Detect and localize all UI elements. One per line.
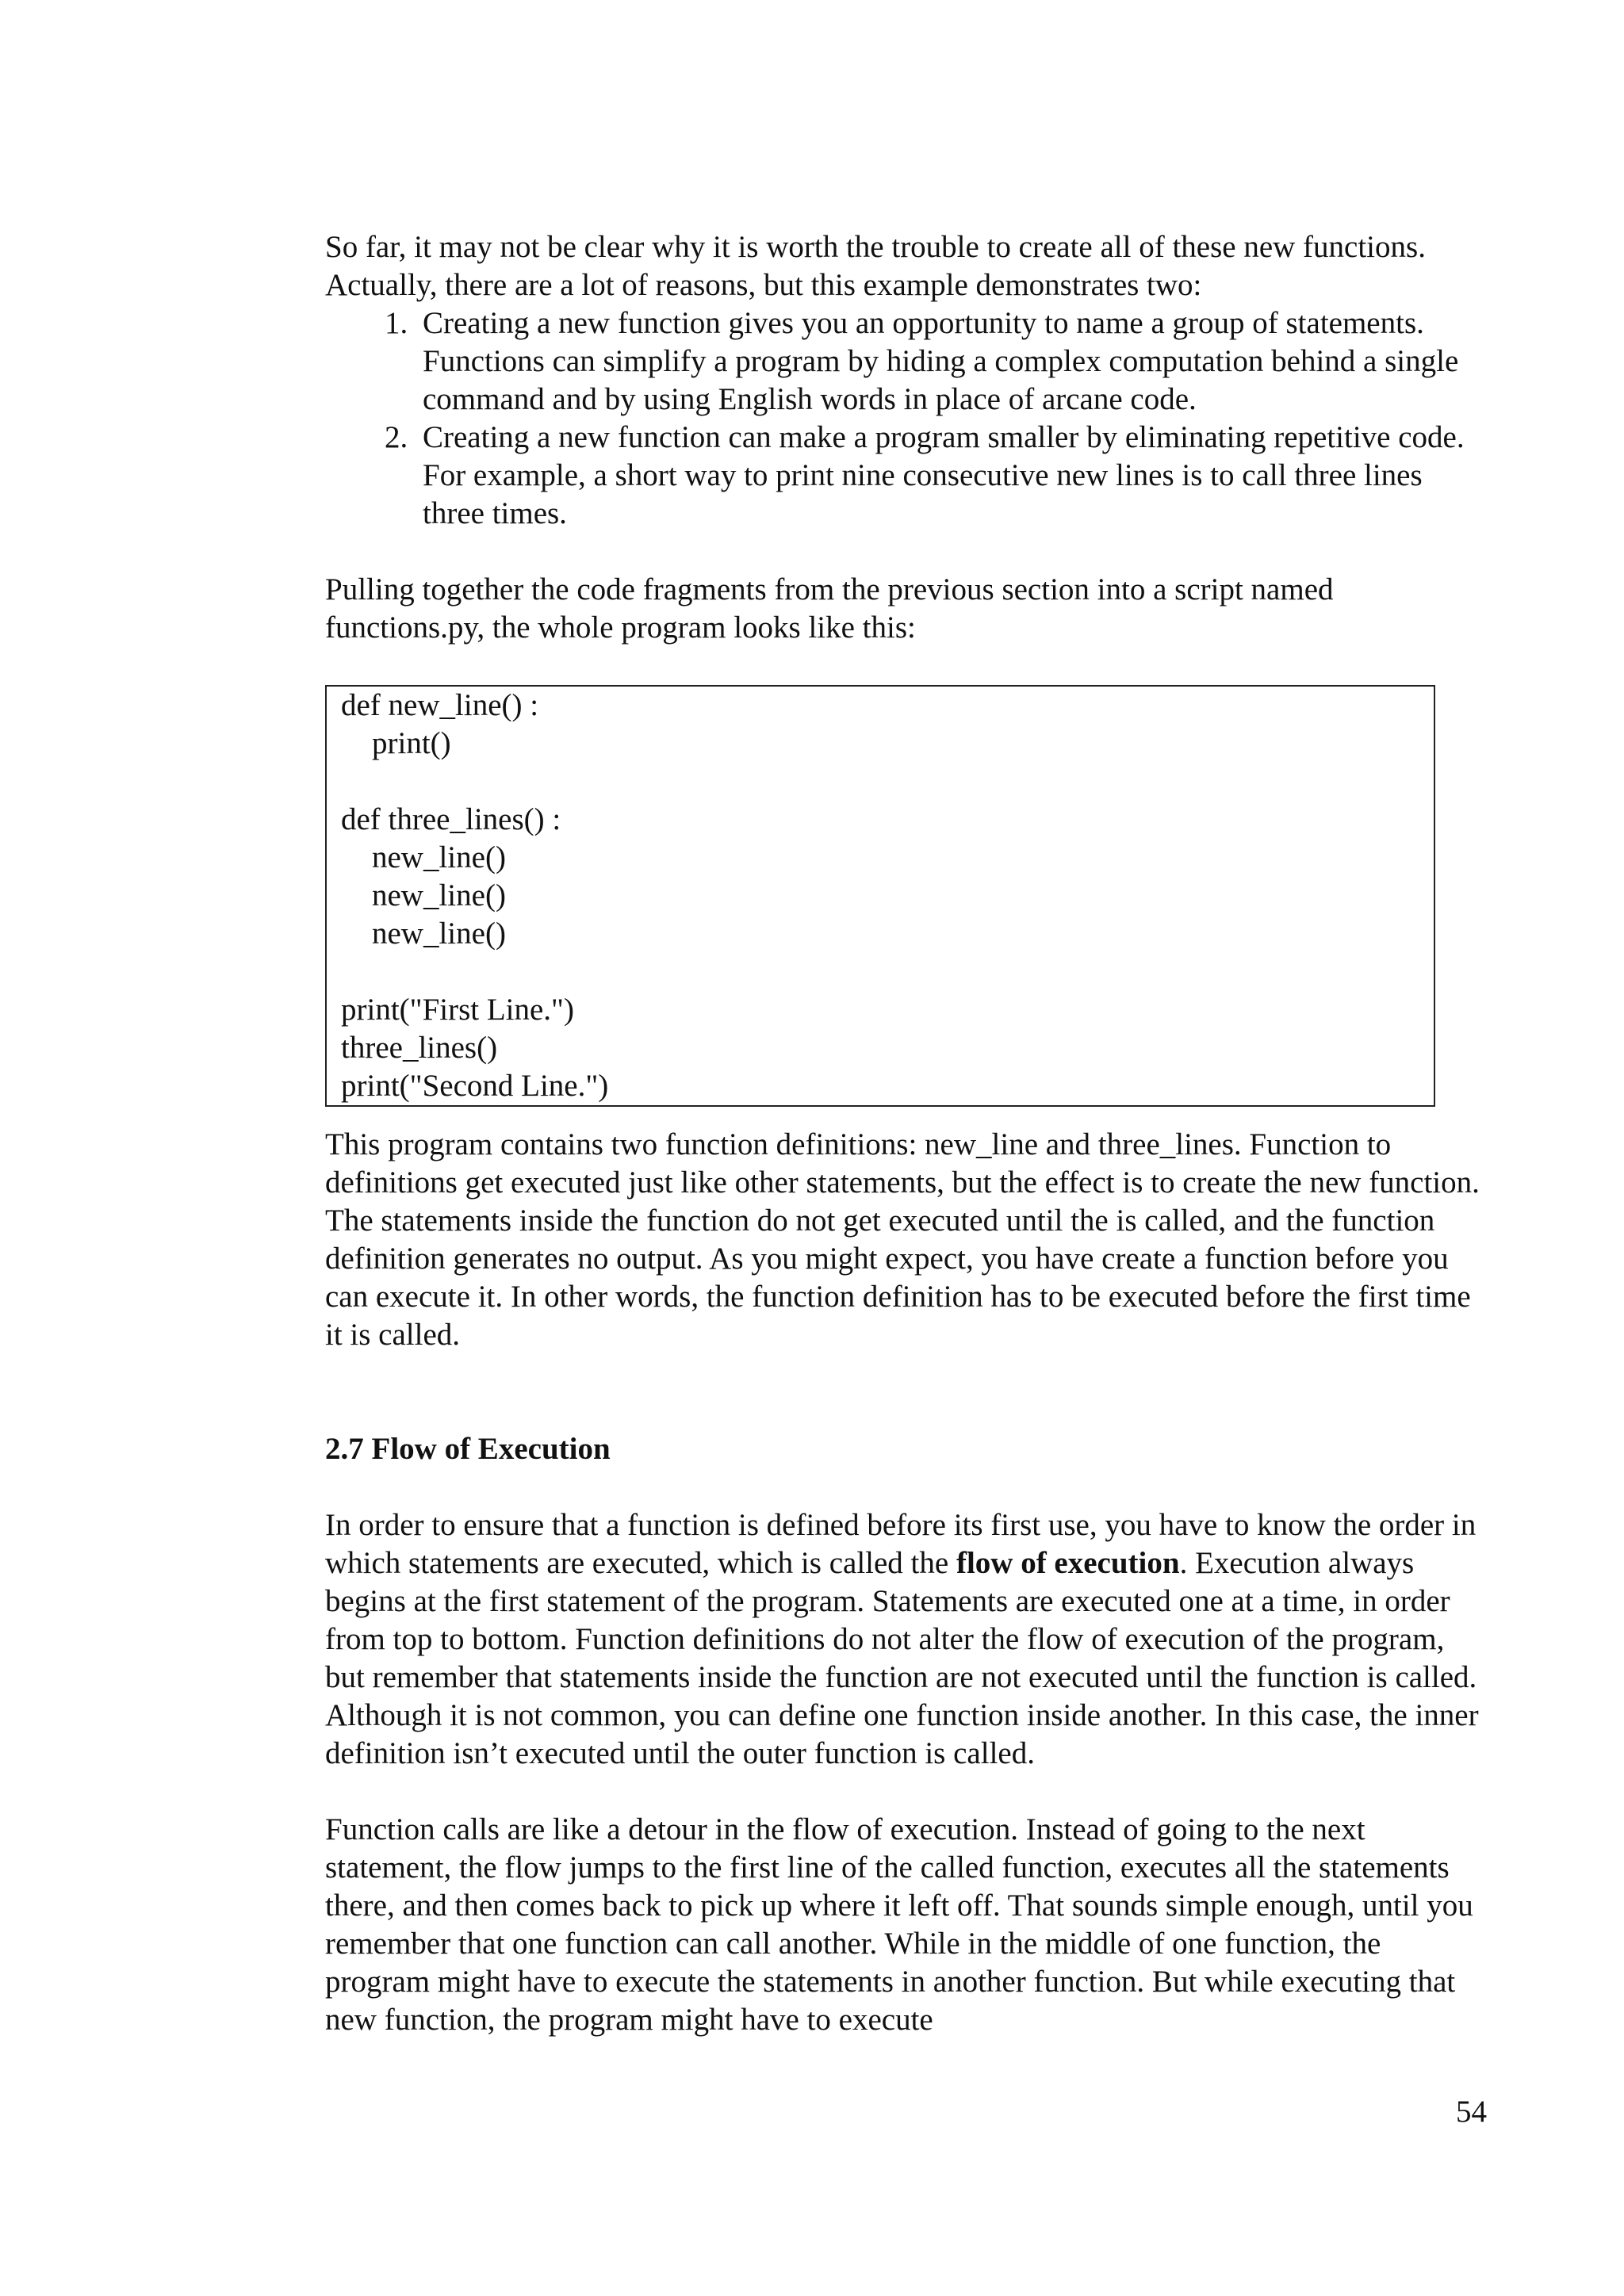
pulling-paragraph: Pulling together the code fragments from the previous section into a script named functions.py, the whole program looks like this: — [325, 572, 1334, 645]
code-line: def three_lines() : — [341, 802, 561, 836]
list-item — [385, 304, 1483, 419]
spacer — [325, 1468, 1483, 1506]
code-listing — [325, 685, 1435, 1107]
list-item-text: Creating a new function gives you an opportunity to name a group of statements. Functions can simplify a program by hiding a complex computation behind a single command and by using English words in place of arcane code. — [423, 306, 1459, 416]
spacer — [325, 647, 1483, 685]
flow-paragraph-start: In order to ensure that a function is defined before its first use, you have to know the order in which statements are executed, which is called the — [325, 1508, 1477, 1580]
page-number: 54 — [1456, 2095, 1487, 2129]
intro-paragraph: So far, it may not be clear why it is worth the trouble to create all of these new functions. Actually, there are a lot of reasons, but this example demonstrates two: — [325, 230, 1426, 302]
code-line: print("Second Line.") — [341, 1069, 609, 1103]
list-item — [385, 419, 1483, 533]
list-item-text: Creating a new function can make a program smaller by eliminating repetitive code. For example, a short way to print nine consecutive new lines is to call three lines three times. — [423, 420, 1465, 530]
code-line: def new_line() : — [341, 688, 539, 722]
flow-paragraph-end: . Execution always begins at the first statement of the program. Statements are executed one at a time, in order from top to bottom. Function definitions do not alter the flow of execution of the program, but remember that statements inside the function are not executed until the function is called. Although it is not common, you can define one function inside another. In this case, the inner definition isn’t executed until the outer function is called. — [325, 1546, 1479, 1770]
code-line: print("First Line.") — [341, 993, 574, 1027]
section-heading: 2.7 Flow of Execution — [325, 1432, 611, 1466]
detour-paragraph: Function calls are like a detour in the flow of execution. Instead of going to the next statement, the flow jumps to the first line of the called function, executes all the statements there, and then comes back to pick up where it left off. That sounds simple enough, until you remember that one function can call another. While in the middle of one function, the program might have to execute the statements in another function. But while executing that new function, the program might have to execute — [325, 1812, 1473, 2037]
code-line: new_line() — [341, 878, 506, 913]
code-line: print() — [341, 726, 451, 760]
flow-paragraph — [325, 1506, 1483, 1773]
spacer — [325, 533, 1483, 571]
spacer — [325, 1107, 1483, 1126]
code-line: new_line() — [341, 840, 506, 874]
code-line — [341, 763, 1434, 801]
reasons-list — [325, 304, 1483, 533]
list-item-number: 2. — [385, 420, 408, 454]
spacer — [325, 1773, 1483, 1811]
list-item-number: 1. — [385, 306, 408, 340]
page-content — [325, 228, 1483, 2039]
flow-of-execution-term: flow of execution — [956, 1546, 1180, 1580]
explanation-paragraph: This program contains two function definitions: new_line and three_lines. Function to definitions get executed just like other statements, but the effect is to create the new function. The statements inside the function do not get executed until the is called, and the function definition generates no output. As you might expect, you have create a function before you can execute it. In other words, the function definition has to be executed before the first time it is called. — [325, 1127, 1480, 1352]
spacer — [325, 1354, 1483, 1430]
code-line: new_line() — [341, 916, 506, 951]
code-line: three_lines() — [341, 1031, 498, 1065]
code-line — [341, 953, 1434, 991]
